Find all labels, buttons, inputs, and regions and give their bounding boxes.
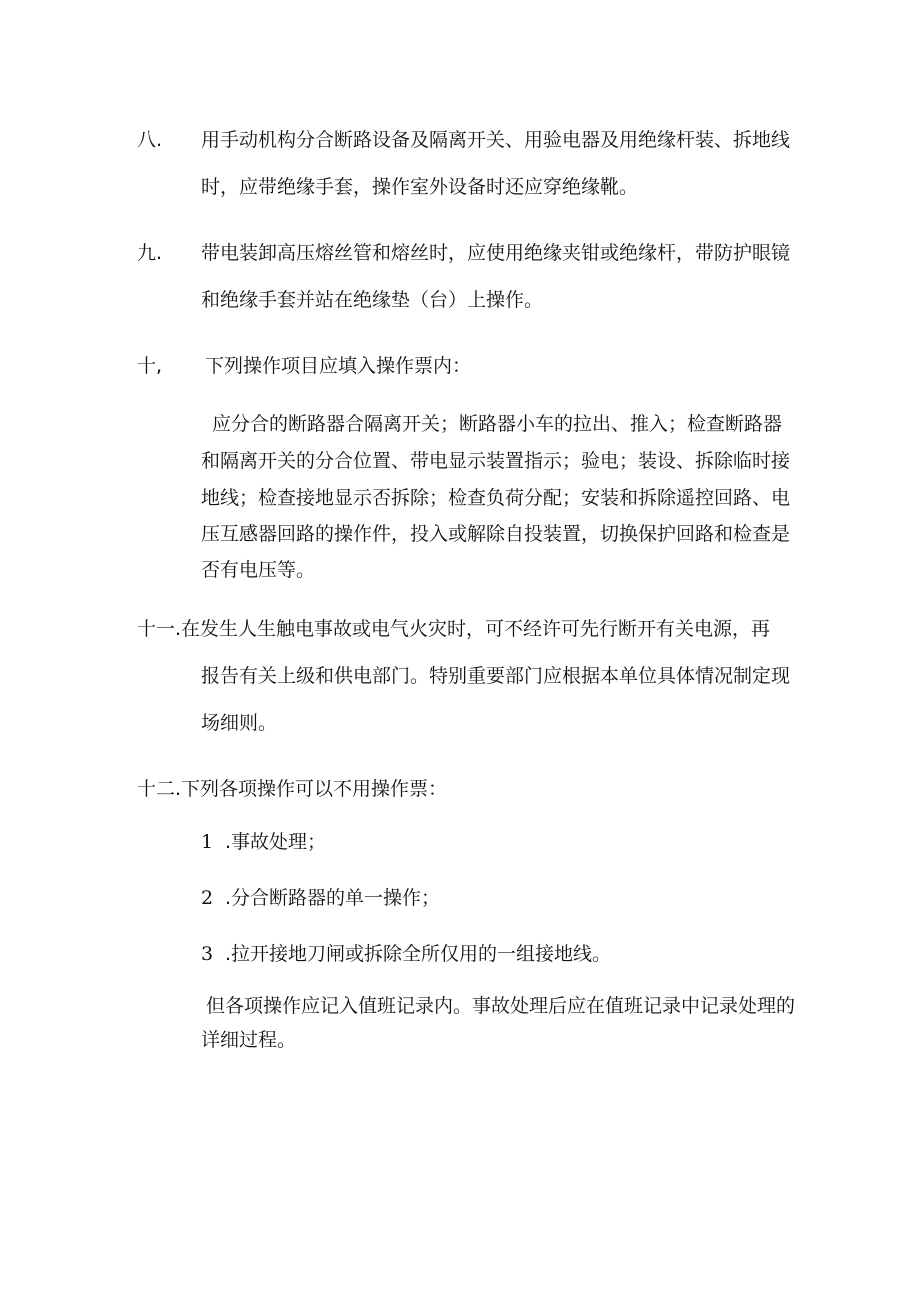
- paragraph-line: 否有电压等。: [201, 559, 316, 581]
- closing-paragraph-line: 详细过程。: [201, 1029, 297, 1051]
- item-text-line: 用手动机构分合断路设备及隔离开关、用验电器及用绝缘杆装、拆地线: [201, 129, 791, 151]
- paragraph-line: 压互感器回路的操作件，投入或解除自投装置，切换保护回路和检查是: [201, 523, 791, 545]
- subitem-number: 2: [201, 887, 214, 909]
- item-number: 九.: [137, 242, 163, 264]
- item-heading-line: 十二.下列各项操作可以不用操作票：: [137, 778, 448, 800]
- paragraph-line: 地线；检查接地显示否拆除；检查负荷分配；安装和拆除遥控回路、电: [201, 487, 791, 509]
- item-number: 八.: [137, 129, 163, 151]
- closing-paragraph-line: 但各项操作应记入值班记录内。事故处理后应在值班记录中记录处理的: [206, 995, 796, 1017]
- item-text-line: 下列操作项目应填入操作票内：: [205, 355, 472, 377]
- paragraph-line: 应分合的断路器合隔离开关；断路器小车的拉出、推入；检查断路器: [212, 413, 783, 435]
- item-text-line: 时，应带绝缘手套，操作室外设备时还应穿绝缘靴。: [201, 176, 639, 198]
- item-number: 十,: [137, 355, 163, 377]
- subitem-number: 1: [201, 831, 214, 853]
- item-heading-line: 十一.在发生人生触电事故或电气火灾时，可不经许可先行断开有关电源，再: [137, 618, 771, 640]
- subitem-text: .拉开接地刀闸或拆除全所仅用的一组接地线。: [225, 943, 612, 965]
- item-text-line: 场细则。: [201, 712, 278, 734]
- item-text-line: 报告有关上级和供电部门。特别重要部门应根据本单位具体情况制定现: [201, 665, 791, 687]
- subitem-text: .分合断路器的单一操作；: [225, 887, 441, 909]
- subitem-number: 3: [201, 943, 214, 965]
- paragraph-line: 和隔离开关的分合位置、带电显示装置指示；验电；装设、拆除临时接: [201, 450, 791, 472]
- item-text-line: 带电装卸高压熔丝管和熔丝时，应使用绝缘夹钳或绝缘杆，带防护眼镜: [201, 242, 791, 264]
- subitem-text: .事故处理；: [225, 831, 327, 853]
- item-text-line: 和绝缘手套并站在绝缘垫（台）上操作。: [201, 289, 544, 311]
